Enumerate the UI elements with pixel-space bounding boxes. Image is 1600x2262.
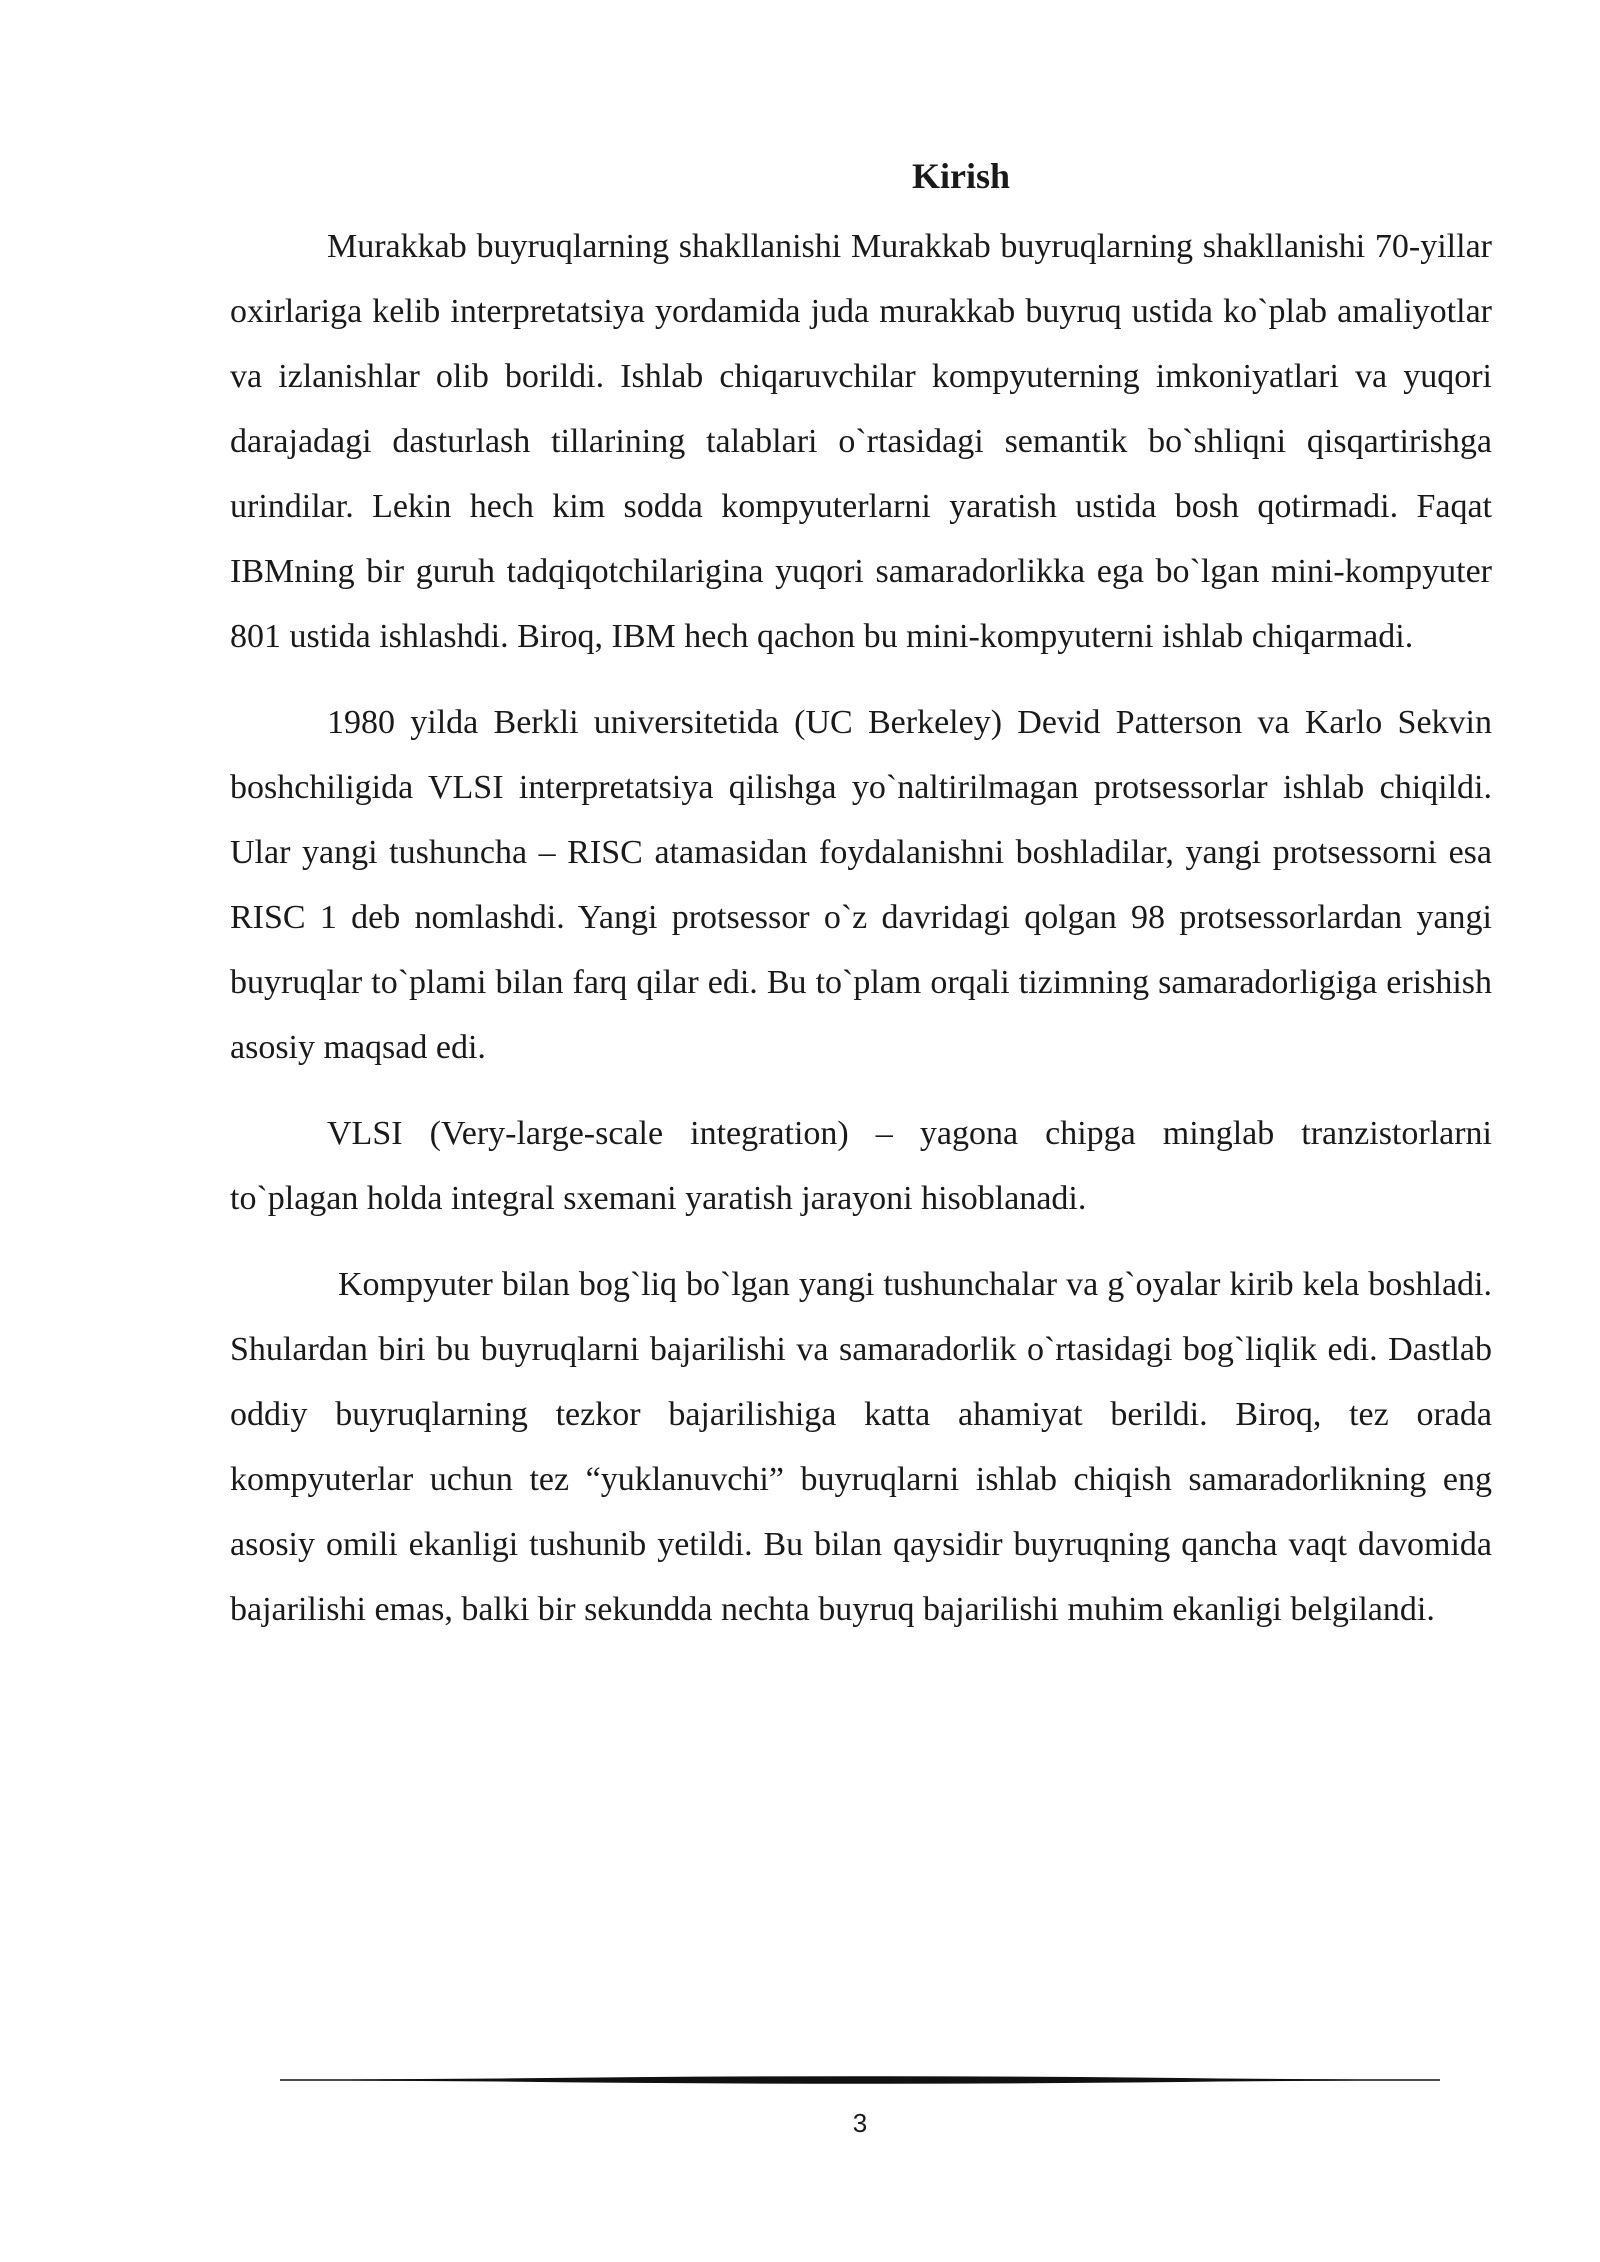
page-title: Kirish bbox=[911, 156, 1010, 196]
page-number: 3 bbox=[852, 2108, 868, 2138]
paragraph-berkeley: 1980 yilda Berkli universitetida (UC Berkeley) Devid Patterson va Karlo Sekvin boshchiligida VLSI interpretatsiya qilishga yo`naltirilmagan protsessorlar ishlab chiqildi. Ular yangi tushuncha – RISC atamasidan foydalanishni boshladilar, yangi protsessorni esa RISC 1 deb nomlashdi. Yangi protsessor o`z davridagi qolgan 98 protsessorlardan yangi buyruqlar to`plami bilan farq qilar edi. Bu to`plam orqali tizimning samaradorligiga erishish asosiy maqsad edi. bbox=[230, 704, 1492, 1066]
page-content bbox=[230, 150, 1492, 1663]
paragraph-intro: Murakkab buyruqlarning shakllanishi Murakkab buyruqlarning shakllanishi 70-yillar oxirlariga kelib interpretatsiya yordamida juda murakkab buyruq ustida ko`plab amaliyotlar va izlanishlar olib borildi. Ishlab chiqaruvchilar kompyuterning imkoniyatlari va yuqori darajadagi dasturlash tillarining talablari o`rtasidagi semantik bo`shliqni qisqartirishga urindilar. Lekin hech kim sodda kompyuterlarni yaratish ustida bosh qotirmadi. Faqat IBMning bir guruh tadqiqotchilariginа yuqori samaradorlikka ega bo`lgan mini-kompyuter 801 ustida ishlashdi. Biroq, IBM hech qachon bu mini-kompyuterni ishlab chiqarmadi. bbox=[230, 228, 1492, 655]
footer-divider bbox=[280, 2073, 1440, 2087]
paragraph-vlsi: VLSI (Very-large-scale integration) – yagona chipga minglab tranzistorlarni to`plagan holda integral sxemani yaratish jarayoni hisoblanadi. bbox=[230, 1115, 1492, 1217]
paragraph-concepts: Kompyuter bilan bog`liq bo`lgan yangi tushunchalar va g`oyalar kirib kela boshladi. Shulardan biri bu buyruqlarni bajarilishi va samaradorlik o`rtasidagi bog`liqlik edi. Dastlab oddiy buyruqlarning tezkor bajarilishiga katta ahamiyat berildi. Biroq, tez orada kompyuterlar uchun tez “yuklanuvchi” buyruqlarni ishlab chiqish samaradorlikning eng asosiy omili ekanligi tushunib yetildi. Bu bilan qaysidir buyruqning qancha vaqt davomida bajarilishi emas, balki bir sekundda nechta buyruq bajarilishi muhim ekanligi belgilandi. bbox=[230, 1266, 1492, 1628]
